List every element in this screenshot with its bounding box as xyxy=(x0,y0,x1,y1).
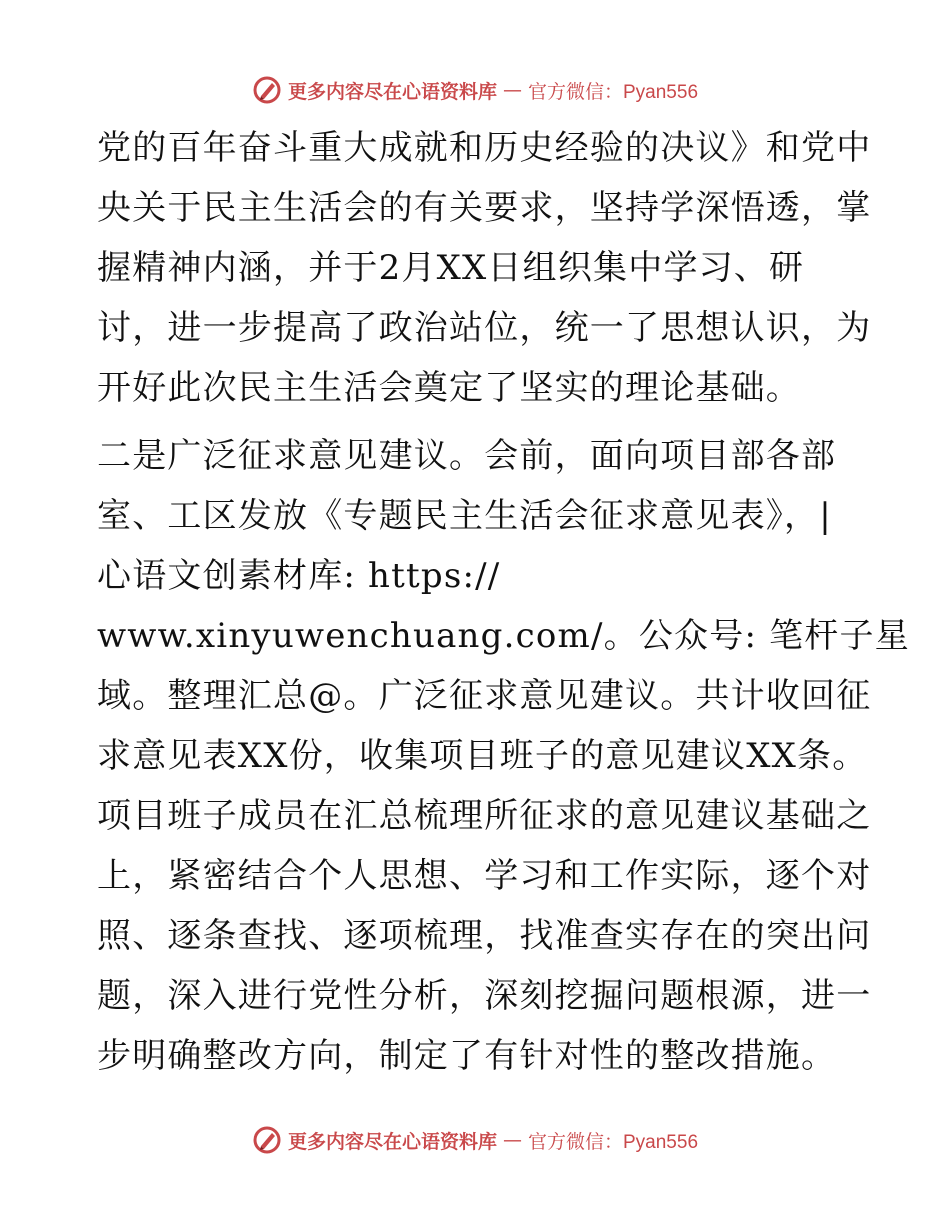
text-line: 心语文创素材库: https:// xyxy=(97,556,501,596)
wechat-label: 官方微信： xyxy=(527,80,623,103)
text-line: 室、工区发放《专题民主生活会征求意见表》，| xyxy=(97,496,832,536)
text-line: 党的百年奋斗重大成就和历史经验的决议》和党中 xyxy=(97,128,872,168)
text-line: 央关于民主生活会的有关要求，坚持学深悟透，掌 xyxy=(97,188,872,228)
pen-logo-icon xyxy=(252,1125,282,1155)
text-line: www.xinyuwenchuang.com/。公众号: 笔杆子星 xyxy=(97,616,910,656)
watermark-text: 更多内容尽在心语资料库 xyxy=(287,1130,497,1153)
text-line: 握精神内涵，并于2月XX日组织集中学习、研 xyxy=(97,248,805,288)
text-line: 二是广泛征求意见建议。会前，面向项目部各部 xyxy=(97,436,837,476)
paragraph-1 xyxy=(97,118,872,418)
text-line: 开好此次民主生活会奠定了坚实的理论基础。 xyxy=(97,368,801,408)
text-line: 项目班子成员在汇总梳理所征求的意见建议基础之 xyxy=(97,796,872,836)
text-line: 步明确整改方向，制定了有针对性的整改措施。 xyxy=(97,1036,837,1076)
text-line: 求意见表XX份，收集项目班子的意见建议XX条。 xyxy=(97,736,868,776)
wechat-id: Pyan556 xyxy=(623,81,699,103)
watermark-wechat xyxy=(528,1127,698,1154)
pen-logo-icon xyxy=(252,75,282,105)
text-line: 题，深入进行党性分析，深刻挖掘问题根源，进一 xyxy=(97,976,872,1016)
header-watermark xyxy=(0,70,950,110)
watermark-separator: — xyxy=(502,1129,522,1151)
text-line: 域。整理汇总@。广泛征求意见建议。共计收回征 xyxy=(97,676,872,716)
document-body xyxy=(97,118,910,1086)
watermark-separator: — xyxy=(502,79,522,101)
watermark-wechat xyxy=(528,77,698,104)
footer-watermark xyxy=(0,1120,950,1160)
paragraph-2 xyxy=(97,426,910,1086)
watermark-text: 更多内容尽在心语资料库 xyxy=(287,80,497,103)
wechat-label: 官方微信： xyxy=(527,1130,623,1153)
text-line: 讨，进一步提高了政治站位，统一了思想认识，为 xyxy=(97,308,872,348)
wechat-id: Pyan556 xyxy=(623,1131,699,1153)
paragraph-gap xyxy=(97,418,857,426)
text-line: 上，紧密结合个人思想、学习和工作实际，逐个对 xyxy=(97,856,872,896)
text-line: 照、逐条查找、逐项梳理，找准查实存在的突出问 xyxy=(97,916,872,956)
